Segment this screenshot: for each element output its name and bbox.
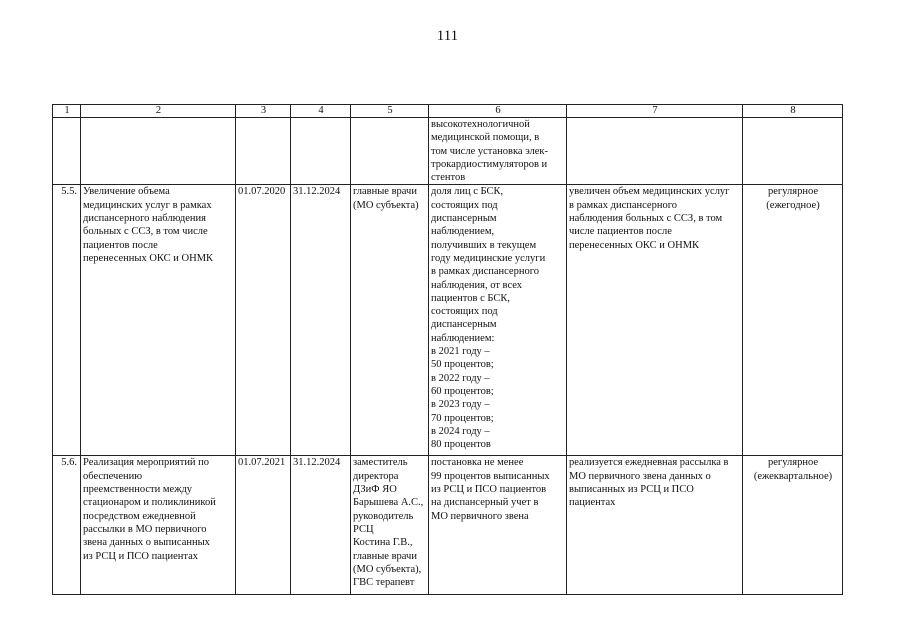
indicator: постановка не менее 99 процентов выписанных из РСЦ и ПСО пациентов на диспансерный учет в МО первичного звена <box>429 456 567 595</box>
responsible: заместитель директора ДЗиФ ЯО Барышева А.С., руководитель РСЦ Костина Г.В., главные врачи (МО субъекта), ГВС терапевт <box>351 456 429 595</box>
row-number: 5.5. <box>53 185 81 456</box>
column-header: 3 <box>236 105 291 118</box>
start-date: 01.07.2020 <box>236 185 291 456</box>
column-header: 5 <box>351 105 429 118</box>
table-row <box>53 185 843 456</box>
frequency: регулярное (ежегодное) <box>743 185 843 456</box>
frequency <box>743 118 843 185</box>
responsible: главные врачи (МО субъекта) <box>351 185 429 456</box>
column-header: 6 <box>429 105 567 118</box>
start-date <box>236 118 291 185</box>
column-header: 8 <box>743 105 843 118</box>
row-number: 5.6. <box>53 456 81 595</box>
end-date <box>291 118 351 185</box>
end-date: 31.12.2024 <box>291 185 351 456</box>
activities-table <box>52 104 843 595</box>
column-header: 2 <box>81 105 236 118</box>
column-header: 7 <box>567 105 743 118</box>
column-header: 1 <box>53 105 81 118</box>
activity-name: Реализация мероприятий по обеспечению преемственности между стационаром и поликлиникой посредством ежедневной рассылки в МО первичного звена данных о выписанных из РСЦ и ПСО пациентах <box>81 456 236 595</box>
activity-name <box>81 118 236 185</box>
column-header: 4 <box>291 105 351 118</box>
column-header-row <box>53 105 843 118</box>
table-row <box>53 456 843 595</box>
table-row <box>53 118 843 185</box>
responsible <box>351 118 429 185</box>
indicator: доля лиц с БСК, состоящих под диспансерным наблюдением, получивших в текущем году медицинские услуги в рамках диспансерного наблюдения, от всех пациентов с БСК, состоящих под диспансерным наблюдением: в 2021 году – 50 процентов; в 2022 году – 60 процентов; в 2023 году – 70 процентов; в 2024 году – 80 процентов <box>429 185 567 456</box>
result: реализуется ежедневная рассылка в МО первичного звена данных о выписанных из РСЦ и ПСО пациентах <box>567 456 743 595</box>
frequency: регулярное (ежеквартальное) <box>743 456 843 595</box>
end-date: 31.12.2024 <box>291 456 351 595</box>
start-date: 01.07.2021 <box>236 456 291 595</box>
result: увеличен объем медицинских услуг в рамках диспансерного наблюдения больных с ССЗ, в том числе пациентов после перенесенных ОКС и ОНМК <box>567 185 743 456</box>
activity-name: Увеличение объема медицинских услуг в рамках диспансерного наблюдения больных с ССЗ, в том числе пациентов после перенесенных ОКС и ОНМК <box>81 185 236 456</box>
page-number: 111 <box>436 28 459 44</box>
result <box>567 118 743 185</box>
row-number <box>53 118 81 185</box>
indicator: высокотехнологичной медицинской помощи, в том числе установка элек- трокардиостимуляторов и стентов <box>429 118 567 185</box>
